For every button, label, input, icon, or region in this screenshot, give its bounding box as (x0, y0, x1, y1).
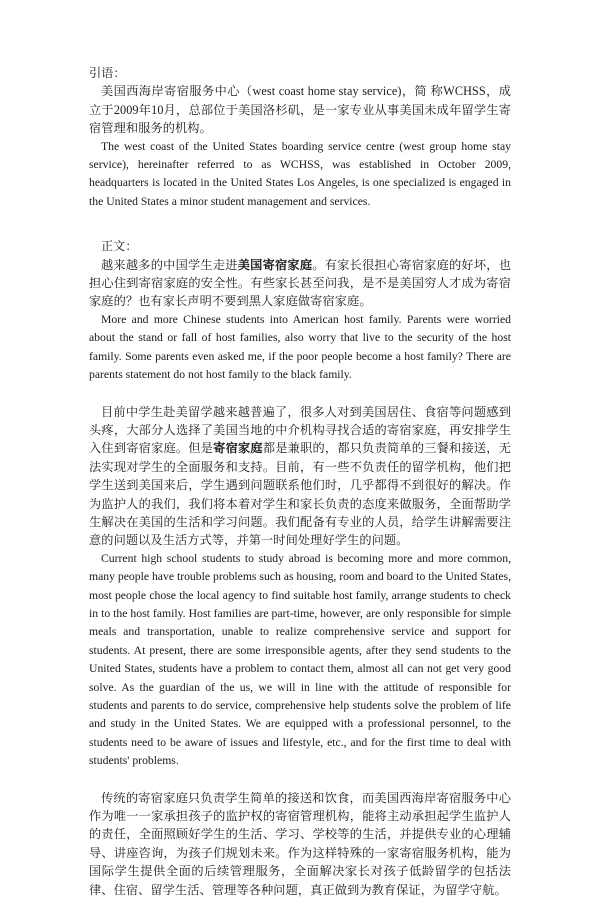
intro-heading: 引语： (89, 66, 126, 80)
body-paragraph-2-chinese (89, 403, 511, 550)
text-segment: 。有家长很担心寄宿家庭的好坏，也担心住到寄宿家庭的安全性。有些家长甚至问我，是不是美国穷人才成为寄宿家庭的？也有家长声明不要到黑人家庭做寄宿家庭。 (89, 257, 511, 309)
intro-english-paragraph: The west coast of the United States boarding service centre (west group home stay service), hereinafter referred to as WCHSS, was established in October 2009, headquarters is located in the United States Los Angeles, is one specialized is engaged in the United States a minor student management and services. (89, 139, 511, 208)
bold-term-host-family: 美国寄宿家庭 (237, 257, 313, 272)
body-heading: 正文： (101, 239, 138, 254)
body-paragraph-2-english: Current high school students to study abroad is becoming more and more common, many people have trouble problems such as housing, room and board to the United States, most people chose the local agency to find suitable host family, arrange students to check in to the host family. Host families are part-time, however, are only responsible for simple meals and transportation, unable to realize comprehensive service and support for students. At present, there are some irresponsible agents, after they send students to the United States, students have a problem to contact them, almost all can not get very good solve. As the guardian of the us, we will in line with the attitude of responsible for students and parents to do service, comprehensive help students solve the problem of life and study in the United States. We are equipped with a professional personnel, to the students need to be aware of issues and lifestyle, etc., and for the first time to deal with students' problems. (89, 551, 511, 768)
text-segment: 都是兼职的，都只负责简单的三餐和接送，无法实现对学生的全面服务和支持。目前，有一些不负责任的留学机构，他们把学生送到美国来后，学生遇到问题联系他们时，几乎都得不到很好的解决。作为监护人的我们，我们将本着对学生和家长负责的态度来做服务，全面帮助学生解决在美国的生活和学习问题。我们配备有专业的人员，给学生讲解需要注意的问题以及生活方式等，并第一时间处理好学生的问题。 (89, 441, 512, 548)
body-paragraph-1-chinese (89, 256, 511, 311)
text-segment: 目前中学生赴美留学越来越普遍了，很多人对到美国居住、食宿等问题感到头疼，大部分人选择了美国当地的中介机构寻找合适的寄宿家庭，再安排学生入住到寄宿家庭。但是 (89, 404, 511, 456)
intro-chinese-paragraph: 美国西海岸寄宿服务中心（west coast home stay service)，简 称WCHSS，成立于2009年10月，总部位于美国洛杉矶，是一家专业从事美国未成年留学生寄宿管理和服务的机构。 (89, 84, 511, 136)
bold-term-host-family: 寄宿家庭 (213, 441, 263, 456)
body-paragraph-3-chinese: 传统的寄宿家庭只负责学生简单的接送和饮食，而美国西海岸寄宿服务中心作为唯一一家承担孩子的监护权的寄宿管理机构，能将主动承担起学生监护人的责任，全面照顾好学生的生活、学习、学校等的生活，并提供专业的心理辅导、讲座咨询，为孩子们规划未来。作为这样特殊的一家寄宿服务机构，能为国际学生提供全面的后续管理服务，全面解决家长对孩子低龄留学的包括法律、住宿、留学生活、管理等各种问题，真正做到为教育保证，为留学守航。 (89, 790, 511, 897)
body-paragraph-1-english: More and more Chinese students into American host family. Parents were worried about the stand or fall of host families, also worry that live to the security of the host family. Some parents even asked me, if the poor people become a host family? There are parents statement do not host family to the black family. (89, 312, 511, 382)
document-page (89, 64, 511, 899)
text-segment: 越来越多的中国学生走进 (101, 257, 238, 272)
